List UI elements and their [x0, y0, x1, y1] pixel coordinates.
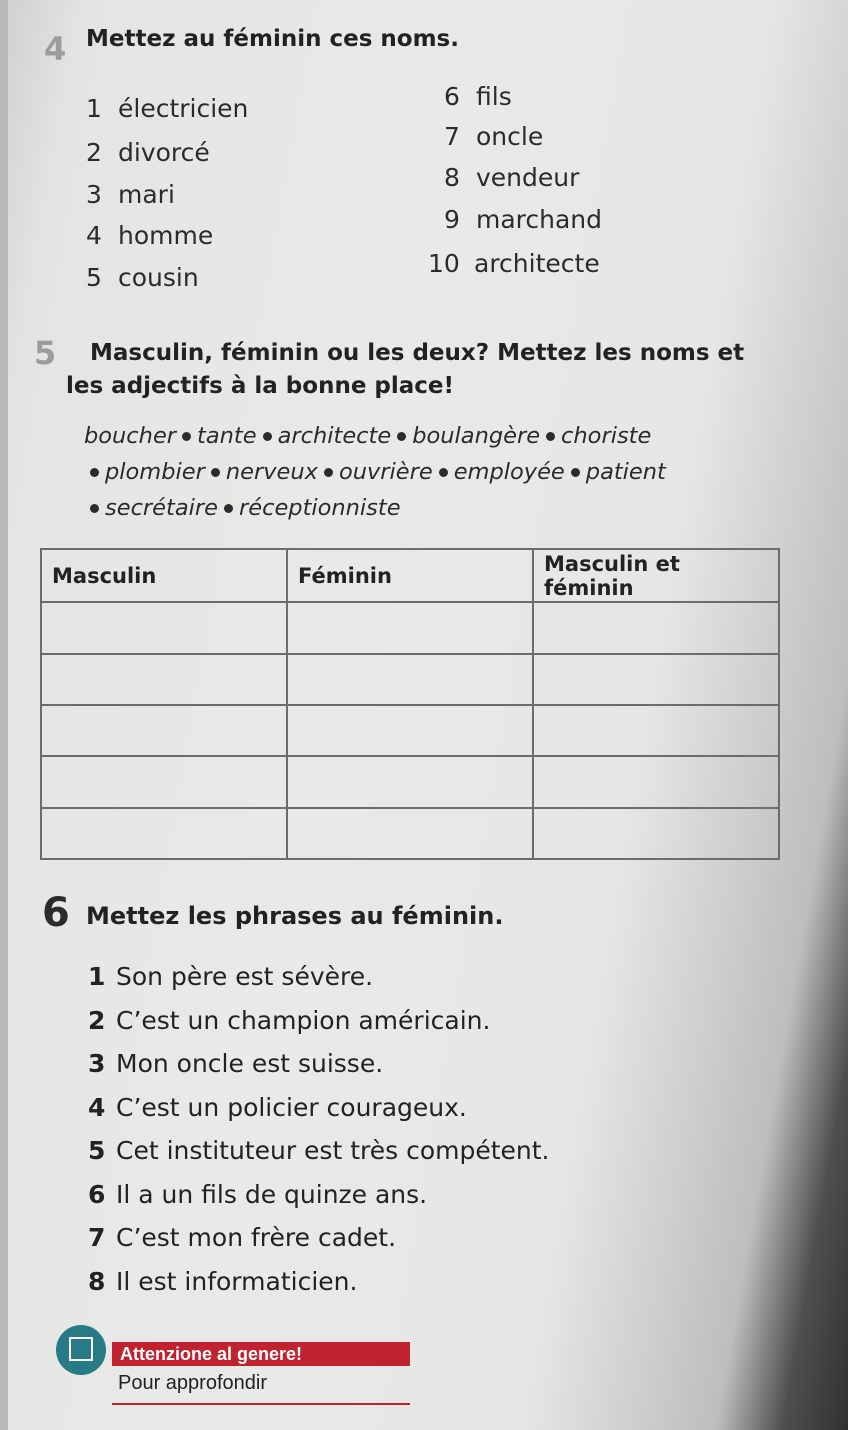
sentence-item: 5 Cet instituteur est très compétent. — [88, 1136, 550, 1165]
table-cell[interactable] — [533, 602, 779, 653]
sentence-item: 1 Son père est sévère. — [88, 962, 374, 991]
ex4-item-4: 4 homme — [86, 221, 214, 250]
bullet-icon — [90, 468, 99, 477]
exercise-6-number: 6 — [42, 890, 70, 936]
table-row — [41, 705, 779, 756]
word: employée — [453, 459, 565, 485]
table-row — [41, 808, 779, 859]
ex4-item-2: 2 divorcé — [86, 138, 210, 167]
bullet-icon — [224, 504, 233, 513]
table-row — [41, 602, 779, 653]
bullet-icon — [397, 432, 406, 441]
table-cell[interactable] — [41, 654, 287, 705]
word: réceptionniste — [238, 495, 401, 521]
header-masculin-et-feminin: Masculin et féminin — [533, 549, 779, 602]
bullet-icon — [439, 468, 448, 477]
word: boucher — [84, 423, 177, 449]
footer-divider — [112, 1403, 410, 1405]
header-feminin: Féminin — [287, 549, 533, 602]
table-cell[interactable] — [287, 808, 533, 859]
bullet-icon — [182, 432, 191, 441]
word-bank — [84, 418, 774, 526]
table-cell[interactable] — [41, 602, 287, 653]
table-cell[interactable] — [287, 654, 533, 705]
table-cell[interactable] — [533, 705, 779, 756]
word: architecte — [277, 423, 392, 449]
sentence-list — [88, 955, 550, 1303]
footer-subtitle: Pour approfondir — [118, 1372, 267, 1394]
sentence-item: 4 C’est un policier courageux. — [88, 1092, 467, 1122]
ex4-item-3: 3 mari — [86, 180, 175, 209]
bullet-icon — [263, 432, 272, 441]
table-cell[interactable] — [287, 756, 533, 807]
exercise-6-title: Mettez les phrases au féminin. — [86, 902, 504, 930]
ex4-item-1: 1 électricien — [86, 94, 249, 123]
word: secrétaire — [105, 495, 218, 521]
bullet-icon — [211, 468, 220, 477]
page-edge-shadow — [0, 0, 8, 1430]
header-masculin: Masculin — [41, 549, 287, 602]
ex4-item-9: 9 marchand — [444, 205, 603, 234]
sentence-item: 2 C’est un champion américain. — [88, 1005, 491, 1035]
sentence-item: 8 Il est informaticien. — [88, 1266, 358, 1296]
footer-title: Attenzione al genere! — [112, 1342, 410, 1366]
ex4-item-6: 6 fils — [444, 82, 512, 111]
exercise-5-title-line1: Masculin, féminin ou les deux? Mettez les noms et — [90, 340, 745, 366]
table-row — [41, 756, 779, 807]
bullet-icon — [571, 468, 580, 477]
grammar-reference-icon — [56, 1325, 106, 1375]
exercise-5-title-line2: les adjectifs à la bonne place! — [66, 373, 455, 399]
table-cell[interactable] — [287, 602, 533, 653]
ex4-item-8: 8 vendeur — [444, 163, 580, 192]
table-cell[interactable] — [41, 756, 287, 807]
word: nerveux — [225, 459, 318, 485]
table-cell[interactable] — [41, 808, 287, 859]
ex4-item-7: 7 oncle — [444, 122, 544, 151]
ex4-item-5: 5 cousin — [86, 263, 199, 292]
table-row — [41, 654, 779, 705]
sentence-item: 7 C’est mon frère cadet. — [88, 1223, 397, 1252]
table-cell[interactable] — [533, 654, 779, 705]
sentence-item: 3 Mon oncle est suisse. — [88, 1049, 384, 1078]
word: ouvrière — [338, 459, 433, 485]
bullet-icon — [546, 432, 555, 441]
exercise-4-number: 4 — [44, 30, 67, 68]
word: tante — [197, 423, 257, 449]
exercise-4-title: Mettez au féminin ces noms. — [86, 26, 459, 52]
table-cell[interactable] — [533, 756, 779, 807]
word: plombier — [105, 459, 205, 485]
bullet-icon — [90, 504, 99, 513]
bullet-icon — [324, 468, 333, 477]
word: boulangère — [412, 423, 541, 449]
exercise-5-number: 5 — [34, 334, 57, 372]
classification-table — [40, 548, 780, 860]
sentence-item: 6 Il a un fils de quinze ans. — [88, 1179, 428, 1209]
word: patient — [585, 459, 666, 485]
ex4-item-10: 10 architecte — [428, 249, 600, 278]
table-cell[interactable] — [41, 705, 287, 756]
table-cell[interactable] — [533, 808, 779, 859]
table-cell[interactable] — [287, 705, 533, 756]
word: choriste — [561, 423, 652, 449]
